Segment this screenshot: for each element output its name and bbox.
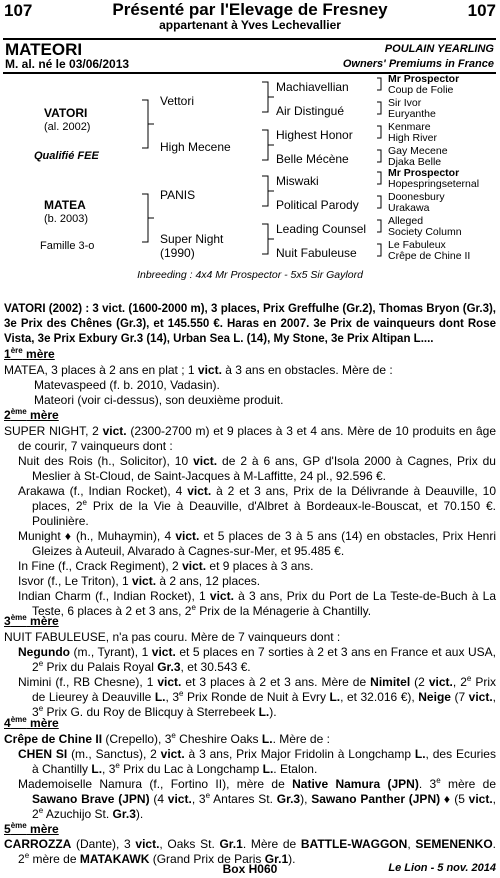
catalog-header	[0, 0, 500, 34]
third-dam-text: NUIT FABULEUSE, n'a pas couru. Mère de 7 vainqueurs dont : Negundo (m., Tyrant), 1 vict. et 5 places en 7 sorties à 2 et 3 ans en France et aux USA, 2e Prix du Palais Royal Gr.3, et 30.543 €. Nimini (f., RB Chesne), 1 vict. et 3 places à 2 et 3 ans. Mère de Nimitel (2 vict., 2e Prix de Lieurey à Deauville L., 3e Prix Ronde de Nuit à Evry L., et 32.016 €), Neige (7 vict., 3e Prix G. du Roy de Blicquy à Sterrebeek L.).	[4, 630, 497, 719]
gen4-item: Mr Prospector	[388, 167, 460, 179]
lot-number-right: 107	[467, 1, 496, 20]
dam-family: Famille 3-o	[40, 240, 95, 252]
gen4-item: Djaka Belle	[388, 156, 442, 168]
owner-line: appartenant à Yves Lechevallier	[159, 18, 341, 32]
gen2-super-night-year: (1990)	[160, 246, 195, 260]
owners-premiums: Owners' Premiums in France	[342, 58, 494, 70]
sire-name: VATORI	[44, 106, 88, 120]
gen2-super-night: Super Night	[160, 232, 224, 246]
dam-info: (b. 2003)	[44, 213, 89, 225]
gen3-item: Political Parody	[276, 198, 359, 212]
gen3-item: Highest Honor	[276, 128, 353, 142]
section-third-dam: 3ème mère	[4, 613, 59, 628]
section-fourth-dam: 4ème mère	[4, 715, 59, 730]
gen4-item: Doonesbury	[388, 191, 445, 203]
gen4-item: High River	[388, 132, 438, 144]
gen4-item: Society Column	[388, 226, 462, 238]
sire-qualification: Qualifié FEE	[34, 150, 99, 162]
gen3-item: Air Distingué	[276, 104, 345, 118]
gen3-item: Machiavellian	[276, 80, 349, 94]
gen4-item: Euryanthe	[388, 108, 436, 120]
horse-sex: POULAIN YEARLING	[384, 43, 494, 55]
gen4-item: Sir Ivor	[388, 97, 422, 109]
horse-name-bar	[3, 38, 496, 74]
lot-number-left: 107	[4, 1, 33, 20]
gen4-item: Gay Mecene	[388, 145, 448, 157]
gen2-panis: PANIS	[160, 188, 196, 202]
gen4-item: Le Fabuleux	[388, 239, 446, 251]
first-dam-text: MATEA, 3 places à 2 ans en plat ; 1 vict. à 3 ans en obstacles. Mère de : Matevaspeed (f. b. 2010, Vadasin). Mateori (voir ci-dessus), son deuxième produit.	[4, 363, 393, 407]
gen3-item: Belle Mécène	[276, 152, 349, 166]
inbreeding-line: Inbreeding : 4x4 Mr Prospector - 5x5 Sir Gaylord	[137, 269, 363, 281]
gen3-item: Nuit Fabuleuse	[276, 246, 357, 260]
pedigree-table	[0, 70, 500, 302]
gen4-item: Crêpe de Chine II	[388, 250, 471, 262]
dam-name: MATEA	[44, 198, 86, 212]
gen4-item: Coup de Folie	[388, 84, 454, 96]
sale-location-date: Le Lion - 5 nov. 2014	[388, 862, 496, 874]
sire-info: (al. 2002)	[44, 121, 91, 133]
section-fifth-dam: 5ème mère	[4, 821, 59, 836]
gen2-high-mecene: High Mecene	[160, 140, 231, 154]
gen4-item: Alleged	[388, 215, 424, 227]
gen3-item: Miswaki	[276, 174, 319, 188]
consignor-title: Présenté par l'Elevage de Fresney	[112, 0, 388, 19]
horse-born: M. al. né le 03/06/2013	[5, 57, 130, 71]
section-second-dam: 2ème mère	[4, 407, 59, 422]
section-first-dam: 1ère mère	[4, 346, 55, 361]
fifth-dam-text: CARROZZA (Dante), 3 vict., Oaks St. Gr.1. Mère de BATTLE-WAGGON, SEMENENKO. 2e mère de MATAKAWK (Grand Prix de Paris Gr.1).	[4, 837, 497, 866]
gen4-item: Hopespringseternal	[388, 178, 480, 190]
sire-summary: VATORI (2002) : 3 vict. (1600-2000 m), 3 places, Prix Greffulhe (Gr.2), Thomas Bryon (Gr.3), 3e Prix des Chênes (Gr.3), et 145.550 €. Haras en 2007. 3e Prix de vainqueurs dont Rose Vista, 3e Prix Exbury Gr.3 (14), Urban Sea L. (14), My Stone, 3e Prix Altipan L....	[4, 303, 496, 345]
horse-name: MATEORI	[5, 40, 83, 59]
gen3-item: Leading Counsel	[276, 222, 367, 236]
gen4-item: Mr Prospector	[388, 73, 460, 85]
page-footer	[0, 862, 500, 878]
box-number: Box H060	[222, 862, 278, 876]
second-dam-text: SUPER NIGHT, 2 vict. (2300-2700 m) et 9 places à 3 et 4 ans. Mère de 10 produits en âge de courir, 7 vainqueurs dont : Nuit des Rois (h., Solicitor), 10 vict. de 2 à 6 ans, GP d'Isola 2000 à Cagnes, Prix du Meslier à St-Cloud, de Saint-Jacques à M-Laffitte, 24 pl., 92.596 €. Arakawa (f., Indian Rocket), 4 vict. à 2 et 3 ans, Prix de la Délivrande à Deauville, 10 places, 2e Prix de la Vie à Deauville, d'Albret à Bordeaux-le-Bouscat, et 70.150 €. Poulinière. Munight ♦ (h., Muhaymin), 4 vict. et 5 places de 3 à 5 ans (14) en obstacles, Prix Henri Gleizes à Auteuil, Alvarado à Cagnes-sur-Mer, et 95.485 €. In Fine (f., Crack Regiment), 2 vict. et 9 places à 3 ans. Isvor (f., Le Triton), 1 vict. à 2 ans, 12 places. Indian Charm (f., Indian Rocket), 1 vict. à 3 ans, Prix du Port de La Teste-de-Buch à La Teste, 6 places à 2 et 3 ans, 2e Prix de la Ménagerie à Chantilly.	[4, 424, 497, 618]
gen4-item: Kenmare	[388, 121, 431, 133]
fourth-dam-text: Crêpe de Chine II (Crepello), 3e Cheshire Oaks L.. Mère de : CHEN SI (m., Sanctus), 2 vict. à 3 ans, Prix Major Fridolin à Longchamp L., des Ecuries à Chantilly L., 3e Prix du Lac à Longchamp L.. Etalon. Mademoiselle Namura (f., Fortino II), mère de Native Namura (JPN). 3e mère de Sawano Brave (JPN) (4 vict., 3e Antares St. Gr.3), Sawano Panther (JPN) ♦ (5 vict., 2e Azuchijo St. Gr.3).	[4, 731, 497, 821]
gen4-item: Urakawa	[388, 202, 430, 214]
gen2-vettori: Vettori	[160, 94, 195, 108]
